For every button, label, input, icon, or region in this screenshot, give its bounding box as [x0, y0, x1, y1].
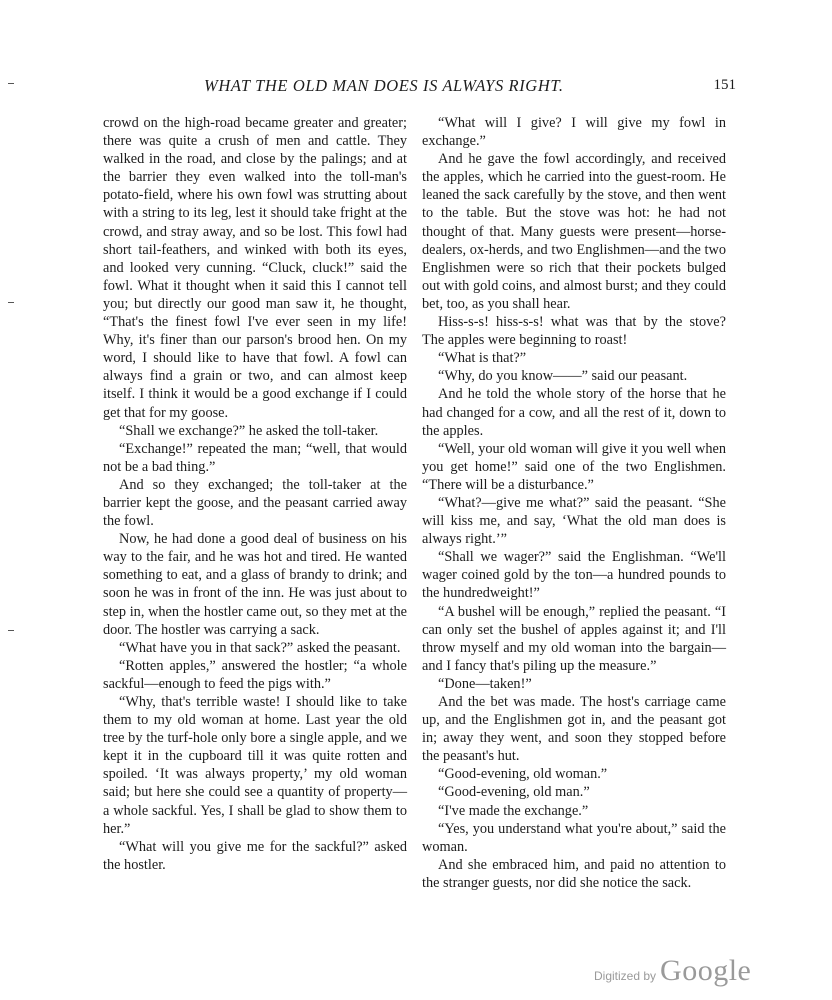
page-number: 151 — [713, 77, 736, 93]
digitized-label: Digitized by — [594, 969, 657, 983]
paragraph: “What will I give? I will give my fowl in exchange.” — [422, 115, 726, 150]
paragraph: crowd on the high-road became greater and greater; there was quite a crush of men and cattle. They walked in the road, and close by the palings; and at the barrier they even walked into the toll-man's potato-field, where his own fowl was strutting about with a string to its leg, lest it should take fright at the crowd, and stray away, and so be lost. This fowl had short tail-feathers, and winked with both its eyes, and looked very cunning. “Cluck, cluck!” said the fowl. What it thought when it said this I cannot tell you; but directly our good man saw it, he thought, “That's the finest fowl I've ever seen in my life! Why, it's finer than our parson's brood hen. On my word, I should like to have that fowl. A fowl can always find a grain or two, and can almost keep itself. I think it would be a good exchange if I could get that for my goose. — [103, 115, 407, 421]
paragraph: And she embraced him, and paid no attention to the stranger guests, nor did she notice the sack. — [422, 856, 726, 891]
paragraph: “Shall we wager?” said the Englishman. “We'll wager coined gold by the ton—a hundred pounds to the hundredweight!” — [422, 549, 726, 602]
google-logo: Google — [660, 954, 752, 987]
paragraph: “Yes, you understand what you're about,” said the woman. — [422, 820, 726, 855]
paragraph: “What?—give me what?” said the peasant. “She will kiss me, and say, ‘What the old man does is always right.’” — [422, 494, 726, 548]
left-column — [103, 114, 407, 874]
paragraph: “I've made the exchange.” — [438, 802, 589, 819]
paragraph: “Rotten apples,” answered the hostler; “a whole sackful—enough to feed the pigs with.” — [103, 657, 407, 692]
paragraph: “What have you in that sack?” asked the peasant. — [119, 639, 401, 656]
scan-mark — [8, 83, 14, 84]
paragraph: Now, he had done a good deal of business on his way to the fair, and he was hot and tired. He wanted something to eat, and a glass of brandy to drink; and soon he was in front of the inn. He was just about to step in, when the hostler came out, so they met at the door. The hostler was carrying a sack. — [103, 531, 407, 638]
paragraph: “Exchange!” repeated the man; “well, that would not be a bad thing.” — [103, 440, 407, 475]
right-column — [422, 114, 726, 892]
paragraph: “Good-evening, old woman.” — [438, 766, 608, 783]
paragraph: “Shall we exchange?” he asked the toll-taker. — [119, 422, 379, 439]
paragraph: Hiss-s-s! hiss-s-s! what was that by the stove? The apples were beginning to roast! — [422, 314, 726, 349]
paragraph: “Done—taken!” — [438, 675, 532, 692]
paragraph: And the bet was made. The host's carriage came up, and the Englishmen got in, and the peasant got in; away they went, and soon they stopped before the peasant's hut. — [422, 694, 726, 765]
paragraph: And so they exchanged; the toll-taker at the barrier kept the goose, and the peasant carried away the fowl. — [103, 476, 407, 530]
running-title: WHAT THE OLD MAN DOES IS ALWAYS RIGHT. — [204, 76, 564, 95]
digitization-watermark — [594, 954, 751, 988]
running-header — [96, 73, 736, 103]
paragraph: “Good-evening, old man.” — [438, 784, 590, 801]
scan-mark — [8, 302, 14, 303]
paragraph: And he told the whole story of the horse that he had changed for a cow, and all the rest of it, down to the apples. — [422, 386, 726, 439]
paragraph: And he gave the fowl accordingly, and received the apples, which he carried into the guest-room. He leaned the sack carefully by the stove, and then went to the table. But the stove was hot: he had not thought of that. Many guests were present—horse-dealers, ox-herds, and two Englishmen—and the two Englishmen were so rich that their pockets bulged out with gold coins, and almost burst; and they could bet, too, as you shall hear. — [422, 151, 726, 312]
paragraph: “Why, do you know——” said our peasant. — [438, 368, 688, 385]
paragraph: “Why, that's terrible waste! I should like to take them to my old woman at home. Last year the old tree by the turf-hole only bore a single apple, and we kept it in the cupboard till it was quite rotten and spoiled. ‘It was always property,’ my old woman said; but here she could see a quantity of property—a whole sackful. Yes, I shall be glad to show them to her.” — [103, 694, 407, 837]
paragraph: “What is that?” — [438, 350, 527, 367]
paragraph: “What will you give me for the sackful?” asked the hostler. — [103, 838, 407, 873]
paragraph: “Well, your old woman will give it you well when you get home!” said one of the two Englishmen. “There will be a disturbance.” — [422, 440, 726, 493]
paragraph: “A bushel will be enough,” replied the peasant. “I can only set the bushel of apples against it; and I'll throw myself and my old woman into the bargain—and I fancy that's piling up the measure.” — [422, 603, 726, 674]
scan-mark — [8, 630, 14, 631]
